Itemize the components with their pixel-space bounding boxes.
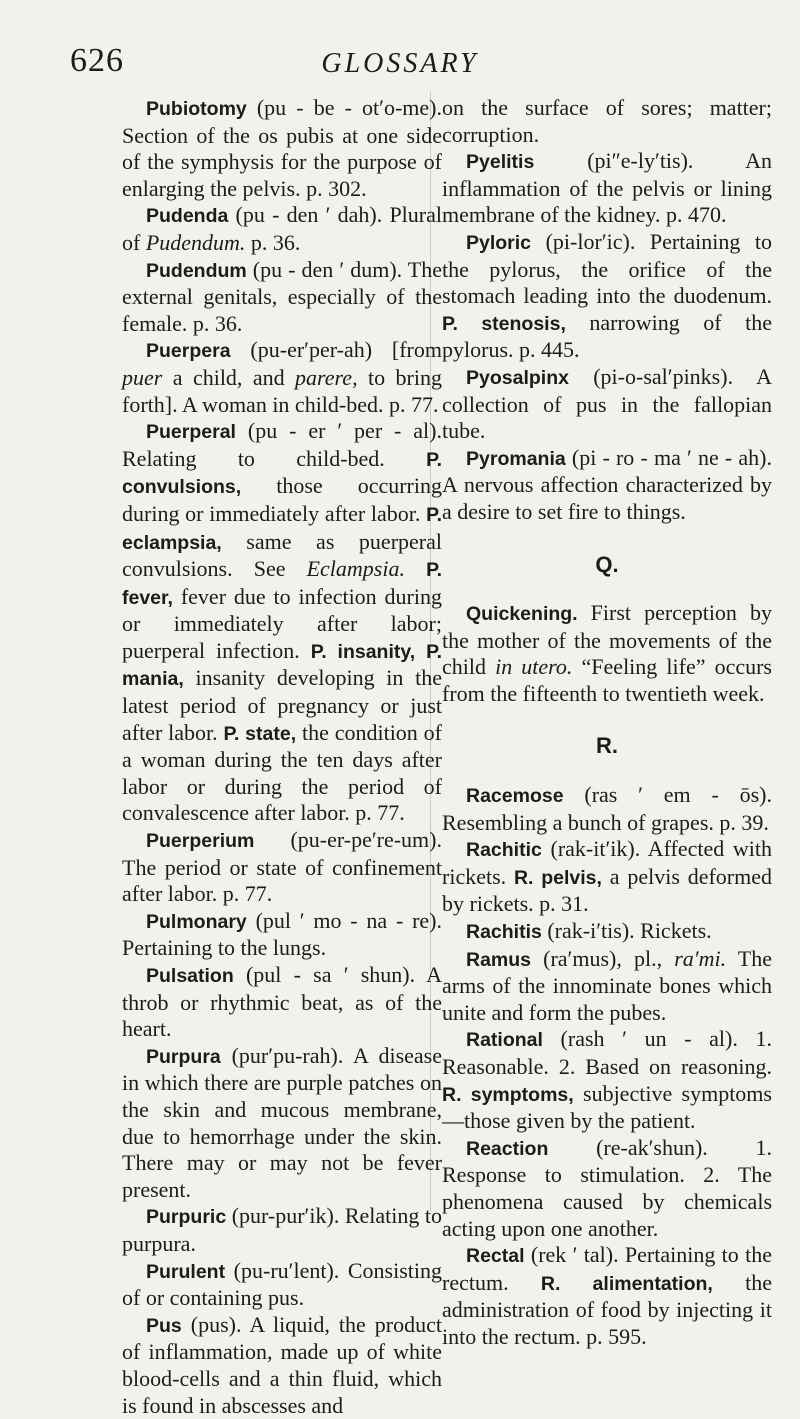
subterm: P. stenosis, xyxy=(442,312,566,335)
definition: same as puerperal convulsions. See xyxy=(122,528,442,582)
entry-purpura xyxy=(122,1043,442,1204)
entry-pyelitis xyxy=(442,148,772,229)
definition: (pur-pur′ik). Relating to purpura. xyxy=(122,1203,442,1256)
entry-pyloric xyxy=(442,229,772,364)
subterm: P. eclampsia, xyxy=(122,503,442,554)
definition: (pu - den ′ dum). The external genitals, especially of the female. p. 36. xyxy=(122,256,442,336)
definition: (pi″e-ly′tis). An inflammation of the pelvis or lining membrane of the kidney. p. 470. xyxy=(442,148,772,228)
definition: the administration of food by injecting it into the rectum. p. 595. xyxy=(442,1269,772,1349)
page-number: 626 xyxy=(70,42,124,79)
headword: Racemose xyxy=(466,785,564,808)
running-head: GLOSSARY xyxy=(321,48,479,79)
headword: Puerperal xyxy=(146,421,236,444)
headword: Pulsation xyxy=(146,965,234,987)
headword: Pyosalpinx xyxy=(466,366,569,389)
entry-pubiotomy xyxy=(122,95,442,202)
italic-term: Pudendum. xyxy=(145,229,246,255)
entry-puerpera xyxy=(122,337,442,418)
left-column xyxy=(122,95,442,1419)
definition: (rak-it′ik). Affected with rickets. xyxy=(442,836,772,889)
subterm: P. fever, xyxy=(122,559,442,609)
page-header xyxy=(0,20,800,79)
entry-purulent xyxy=(122,1258,442,1312)
definition: narrowing of the pylorus. p. 445. xyxy=(442,309,772,363)
definition: (pu - er ′ per - al). Relating to child-bed. xyxy=(122,418,442,471)
entry-rachitis xyxy=(442,918,772,946)
entry-reaction xyxy=(442,1135,772,1242)
entry-pyromania xyxy=(442,445,772,526)
subterm: R. pelvis, xyxy=(513,866,602,889)
italic-term: ra′mi. xyxy=(674,945,727,971)
right-column xyxy=(442,95,772,1351)
definition: (pi-lor′ic). Pertaining to the pylorus, the orifice of the stomach leading into the duodenum. xyxy=(442,228,772,309)
definition: fever due to infection during or immediately after labor; puerperal infection. xyxy=(122,583,442,663)
headword: Rational xyxy=(466,1029,543,1052)
italic-term: in utero. xyxy=(495,654,573,680)
headword: Ramus xyxy=(466,948,532,971)
headword: Rachitis xyxy=(466,921,542,944)
entry-rachitic xyxy=(442,836,772,918)
entry-pulmonary xyxy=(122,908,442,962)
definition: (rash ′ un - al). 1. Reasonable. 2. Based on reasoning. xyxy=(442,1026,772,1079)
entry-racemose xyxy=(442,782,772,836)
definition: the condition of a woman during the ten days after labor or during the period of convalescence after labor. p. 77. xyxy=(122,719,442,826)
definition: (pul - sa ′ shun). A throb or rhythmic beat, as of the heart. xyxy=(122,962,442,1042)
definition: (rak-i′tis). Rickets. xyxy=(541,918,712,944)
headword: Puerperium xyxy=(146,830,255,853)
cross-reference: Eclampsia. xyxy=(306,556,405,582)
headword: Purpuric xyxy=(146,1206,227,1229)
entry-rational xyxy=(442,1026,772,1134)
definition-tail: a child, and xyxy=(162,364,296,390)
headword: Purulent xyxy=(146,1260,226,1283)
headword: Pyelitis xyxy=(466,151,535,174)
headword: Pus xyxy=(146,1314,182,1337)
entry-ramus xyxy=(442,946,772,1027)
definition: (pu - den ′ dah). Plural of xyxy=(122,202,442,255)
headword: Pyromania xyxy=(466,447,566,470)
subterm: R. alimentation, xyxy=(540,1272,713,1295)
headword: Pulmonary xyxy=(146,910,247,933)
entry-pudenda xyxy=(122,202,442,256)
definition: (ras ′ em - ōs). Resembling a bunch of grapes. p. 39. xyxy=(442,782,772,835)
definition: (re-ak′shun). 1. Response to stimulation. 2. The phenomena caused by chemicals acting upon one another. xyxy=(442,1134,772,1241)
subterm: R. symptoms, xyxy=(442,1083,574,1106)
definition: a pelvis deformed by rickets. p. 31. xyxy=(442,863,772,917)
definition: subjective symptoms—those given by the patient. xyxy=(442,1080,772,1134)
entry-pus-continued: on the surface of sores; matter; corruption. xyxy=(442,95,772,147)
headword: Pudendum xyxy=(146,259,247,282)
definition-tail: to bring forth]. A woman in child-bed. p. 77. xyxy=(122,364,442,417)
definition: (pur′pu-rah). A disease in which there are purple patches on the skin and mucous membrane, due to hemorrhage under the skin. There may or may not be fever present. xyxy=(122,1042,442,1202)
subterm: P. state, xyxy=(223,722,297,745)
definition-tail: “Feeling life” occurs from the fifteenth to twentieth week. xyxy=(442,654,772,706)
headword: Pyloric xyxy=(466,231,532,254)
entry-pus xyxy=(122,1312,442,1419)
definition: (pu-ru′lent). Consisting of or containing pus. xyxy=(122,1257,442,1311)
definition: insanity developing in the latest period of pregnancy or just after labor. xyxy=(122,665,442,745)
entry-puerperium xyxy=(122,827,442,908)
headword: Rachitic xyxy=(466,839,542,862)
entry-pulsation xyxy=(122,962,442,1043)
headword: Rectal xyxy=(466,1245,525,1268)
subterm: P. convulsions, xyxy=(122,448,442,499)
definition-tail: p. 36. xyxy=(245,229,301,255)
entry-rectal xyxy=(442,1242,772,1350)
definition: (pi - ro - ma ′ ne - ah). A nervous affection characterized by a desire to set fire to things. xyxy=(442,444,772,524)
definition: (rek ′ tal). Pertaining to the rectum. xyxy=(442,1242,772,1295)
headword: Puerpera xyxy=(146,340,231,363)
entry-pyosalpinx xyxy=(442,364,772,445)
italic-term: puer xyxy=(122,364,163,390)
entry-pudendum xyxy=(122,257,442,338)
section-letter-r: R. xyxy=(596,733,618,759)
entry-puerperal xyxy=(122,418,442,827)
definition: (pu-er′per-ah) [from xyxy=(230,337,442,363)
entry-purpuric xyxy=(122,1203,442,1257)
definition: First perception by the mother of the movements of the child xyxy=(442,600,772,680)
subterm: P. insanity, P. mania, xyxy=(122,640,442,691)
definition: (pi-o-sal′pinks). A collection of pus in the fallopian tube. xyxy=(442,363,772,444)
definition-tail: The arms of the innominate bones which unite and form the pubes. xyxy=(442,945,772,1025)
entry-quickening xyxy=(442,600,772,707)
definition: (pu-er-pe′re-um). The period or state of confinement after labor. p. 77. xyxy=(122,827,442,907)
headword: Pubiotomy xyxy=(146,98,247,120)
definition: (pus). A liquid, the product of inflammation, made up of white blood-cells and a thin fluid, which is found in abscesses and xyxy=(122,1311,442,1418)
definition: (ra′mus), pl., xyxy=(531,945,675,971)
section-letter-q: Q. xyxy=(595,551,619,577)
definition: (pul ′ mo - na - re). Pertaining to the lungs. xyxy=(122,907,442,961)
headword: Pudenda xyxy=(146,205,229,228)
headword: Reaction xyxy=(466,1137,549,1160)
definition: those occurring during or immediately after labor. xyxy=(122,473,442,526)
italic-term: parere, xyxy=(295,364,358,390)
definition: (pu - be - ot′o-me). Section of the os pubis at one side of the symphysis for the purpose of enlarging the pelvis. p. 302. xyxy=(122,95,442,201)
headword: Quickening. xyxy=(466,603,578,626)
headword: Purpura xyxy=(146,1045,221,1068)
